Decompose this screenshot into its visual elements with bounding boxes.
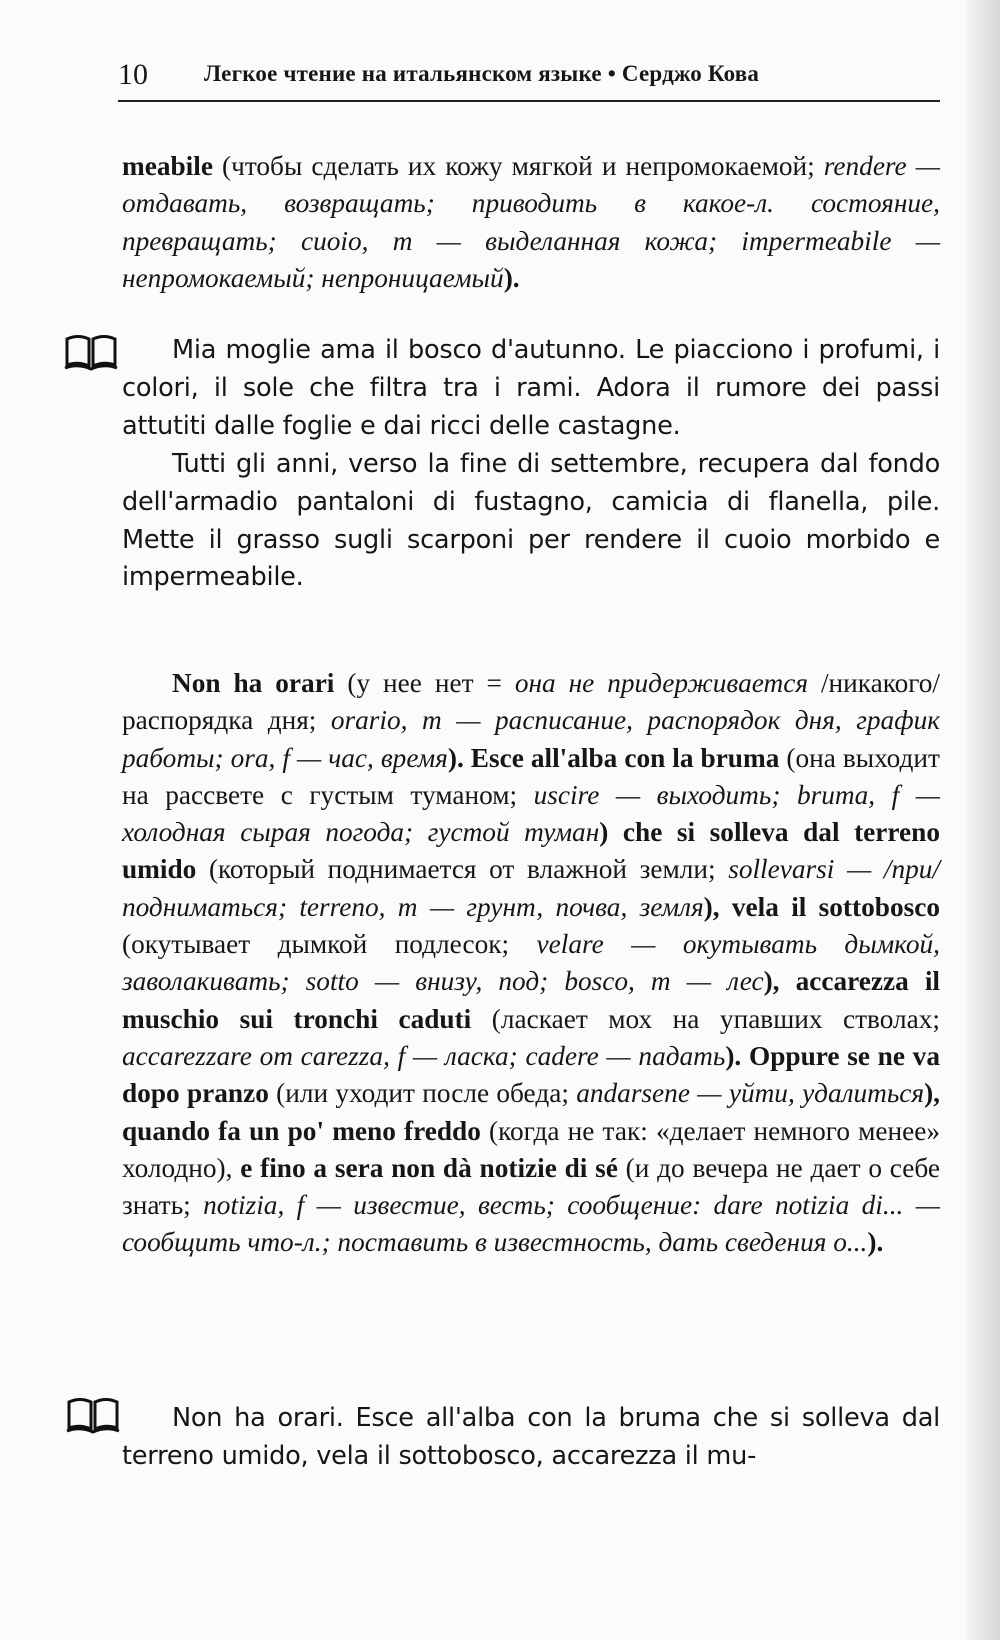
- gloss-italic: rendere — отдавать, возвращать; приводить в какое-л. состояние, превращать; cuoio, m — выделанная кожа; impermeabile — непромокаемый; непроницаемый: [122, 151, 940, 293]
- gloss-close: ).: [447, 742, 471, 773]
- gloss-text: (и до вечера не дает о себе знать;: [122, 1152, 940, 1221]
- vocab-paragraph-2: [122, 665, 940, 1262]
- gloss-close: ),: [763, 966, 796, 997]
- term: meabile: [122, 151, 213, 181]
- term: vela il sottobosco: [731, 891, 940, 922]
- gloss-text: (у нее нет =: [334, 668, 515, 698]
- gloss-italic: uscire — выходить; bruma, f — холодная сырая погода; густой туман: [122, 779, 940, 848]
- header-title: Легкое чтение на итальянском языке • Серджо Кова: [204, 61, 760, 86]
- gloss-text: (чтобы сделать их кожу мягкой и непромокаемой;: [212, 151, 824, 181]
- italian-paragraph-3: Non ha orari. Esce all'alba con la bruma che si solleva dal terreno umido, vela il sottobosco, accarezza il mu-: [122, 1403, 940, 1471]
- gloss-italic: notizia, f — известие, весть; сообщение: dare notizia di... — сообщить что-л.; поставить в известность, дать сведения о...: [122, 1190, 940, 1258]
- term: Non ha orari: [172, 668, 335, 698]
- term: quando fa un po' meno freddo: [122, 1115, 481, 1146]
- term: accarezza il muschio sui tronchi caduti: [122, 966, 940, 1034]
- gloss-close: ),: [703, 891, 732, 922]
- gloss-italic: andarsene — уйти, удалиться: [576, 1078, 925, 1109]
- page-number: 10: [118, 58, 148, 91]
- term: e fino a sera non dà notizie di sé: [240, 1152, 618, 1183]
- gloss-text: (окутывает дымкой подлесок;: [122, 929, 537, 960]
- gloss-close: ).: [725, 1040, 749, 1071]
- vocab-paragraph-1: [122, 148, 940, 297]
- gloss-text: (который поднимается от влажной земли;: [196, 854, 729, 885]
- gloss-italic: она не придерживается: [514, 668, 821, 698]
- gloss-text: (она выходит на рассвете с густым туманом;: [122, 742, 940, 810]
- term: che si solleva dal terreno umido: [122, 817, 940, 885]
- gloss-text: (ласкает мох на упавших стволах;: [471, 1003, 941, 1034]
- open-book-icon: [66, 1395, 120, 1435]
- italian-paragraph-2: Tutti gli anni, verso la fine di settembre, recupera dal fondo dell'armadio pantaloni di fustagno, camicia di flanella, pile. Mette il grasso sugli scarponi per rendere il cuoio morbido e impermeabile.: [122, 449, 940, 593]
- gloss-close: ).: [867, 1227, 884, 1258]
- term: Esce all'alba con la bruma: [470, 742, 780, 773]
- gloss-text: (или уходит после обеда;: [268, 1078, 577, 1109]
- gloss-close: ).: [503, 262, 520, 293]
- running-header: [118, 52, 940, 102]
- italian-paragraph-1: Mia moglie ama il bosco d'autunno. Le piacciono i profumi, i colori, il sole che filtra tra i rami. Adora il rumore dei passi attutiti dalle foglie e dai ricci delle castagne.: [122, 335, 940, 441]
- gloss-text: (когда не так: «делает немного менее» холодно),: [122, 1115, 941, 1183]
- gloss-close: ),: [924, 1078, 941, 1109]
- gloss-italic: sollevarsi — /при/подниматься; terreno, m — грунт, почва, земля: [122, 854, 940, 922]
- gloss-close: ): [599, 817, 623, 848]
- gloss-italic: velare — окутывать дымкой, заволакивать; sotto — внизу, под; bosco, m — лес: [122, 929, 940, 997]
- gloss-italic: accarezzare от carezza, f — ласка; cadere — падать: [122, 1040, 726, 1071]
- open-book-icon: [64, 332, 118, 372]
- page-edge-shadow: [966, 0, 1000, 1640]
- term: Oppure se ne va dopo pranzo: [122, 1040, 940, 1109]
- gloss-text: /никакого/ распорядка дня;: [122, 668, 941, 736]
- gloss-italic: orario, m — расписание, распорядок дня, график работы; ora, f — час, время: [122, 705, 940, 773]
